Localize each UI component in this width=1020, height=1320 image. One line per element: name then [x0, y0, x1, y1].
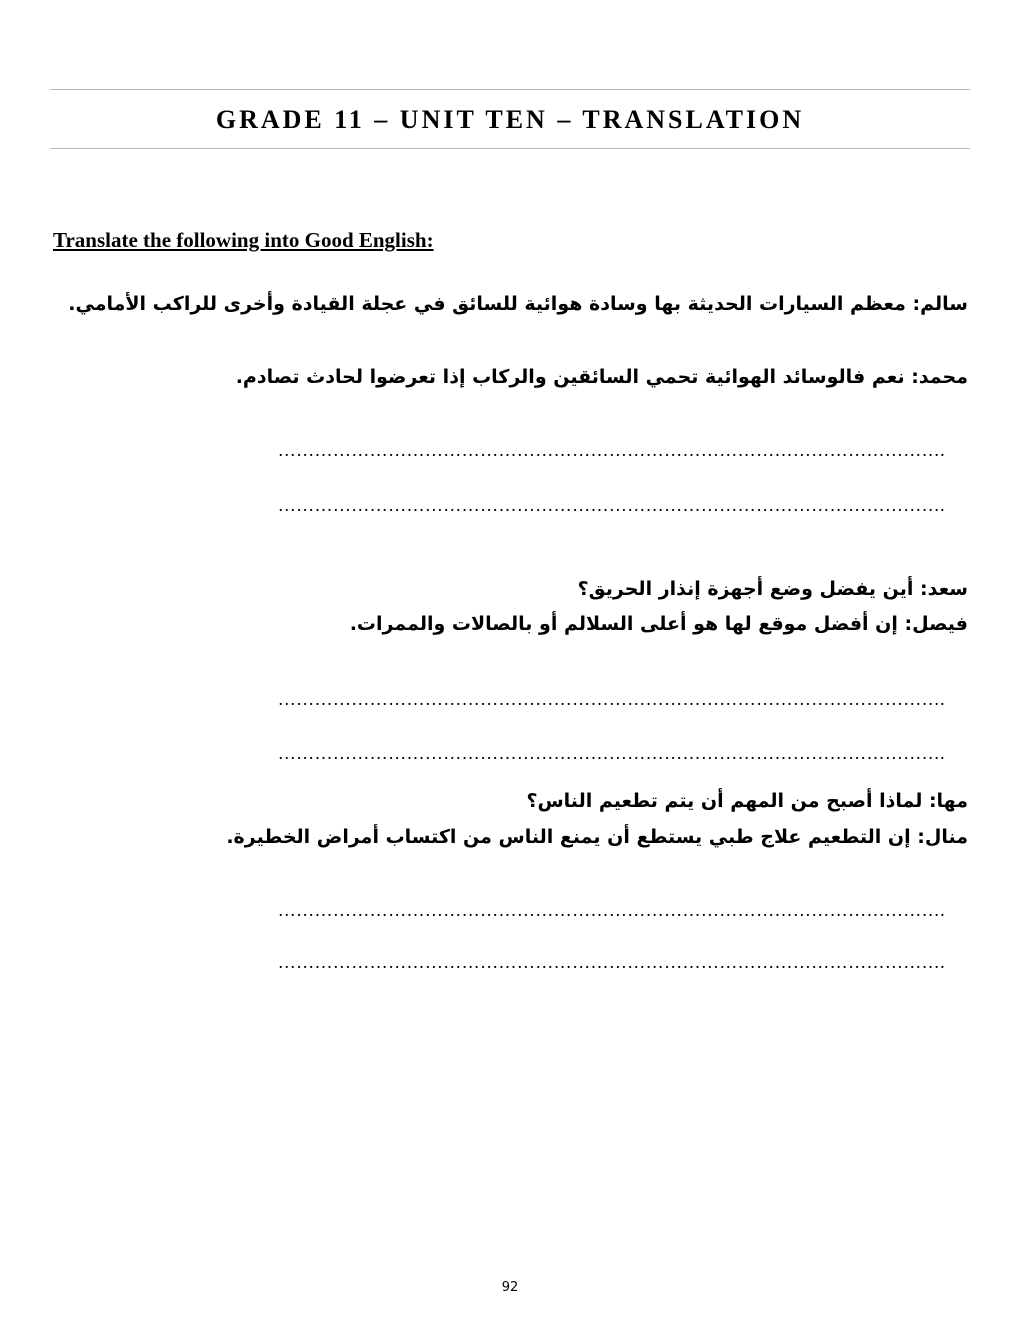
exercise-2-line-2: فيصل: إن أفضل موقع لها هو أعلى السلالم أو بالصالات والممرات. — [349, 613, 968, 635]
exercise-2-line-1: سعد: أين يفضل وضع أجهزة إنذار الحريق؟ — [577, 578, 968, 600]
instruction-heading: Translate the following into Good English: — [53, 228, 434, 252]
page-number: 92 — [501, 1280, 519, 1295]
answer-line-4[interactable]: ………………………………………………………………………………………………. — [277, 743, 945, 763]
header-bottom-rule — [50, 148, 970, 149]
exercise-1-line-2: محمد: نعم فالوسائد الهوائية تحمي السائقين والركاب إذا تعرضوا لحادث تصادم. — [235, 366, 968, 388]
answer-line-3[interactable]: ………………………………………………………………………………………………. — [277, 689, 945, 709]
answer-line-1[interactable]: ………………………………………………………………………………………………. — [277, 440, 945, 460]
answer-line-6[interactable]: ………………………………………………………………………………………………. — [277, 952, 945, 972]
exercise-3-line-1: مها: لماذا أصبح من المهم أن يتم تطعيم الناس؟ — [526, 790, 968, 812]
answer-line-5[interactable]: ………………………………………………………………………………………………. — [277, 900, 945, 920]
header-top-rule — [50, 89, 970, 90]
answer-line-2[interactable]: ………………………………………………………………………………………………. — [277, 495, 945, 515]
page-title: GRADE 11 – UNIT TEN – TRANSLATION — [215, 105, 805, 134]
exercise-1-line-1: سالم: معظم السيارات الحديثة بها وسادة هوائية للسائق في عجلة القيادة وأخرى للراكب الأمامي. — [68, 293, 968, 315]
exercise-3-line-2: منال: إن التطعيم علاج طبي يستطع أن يمنع الناس من اكتساب أمراض الخطيرة. — [226, 826, 968, 848]
